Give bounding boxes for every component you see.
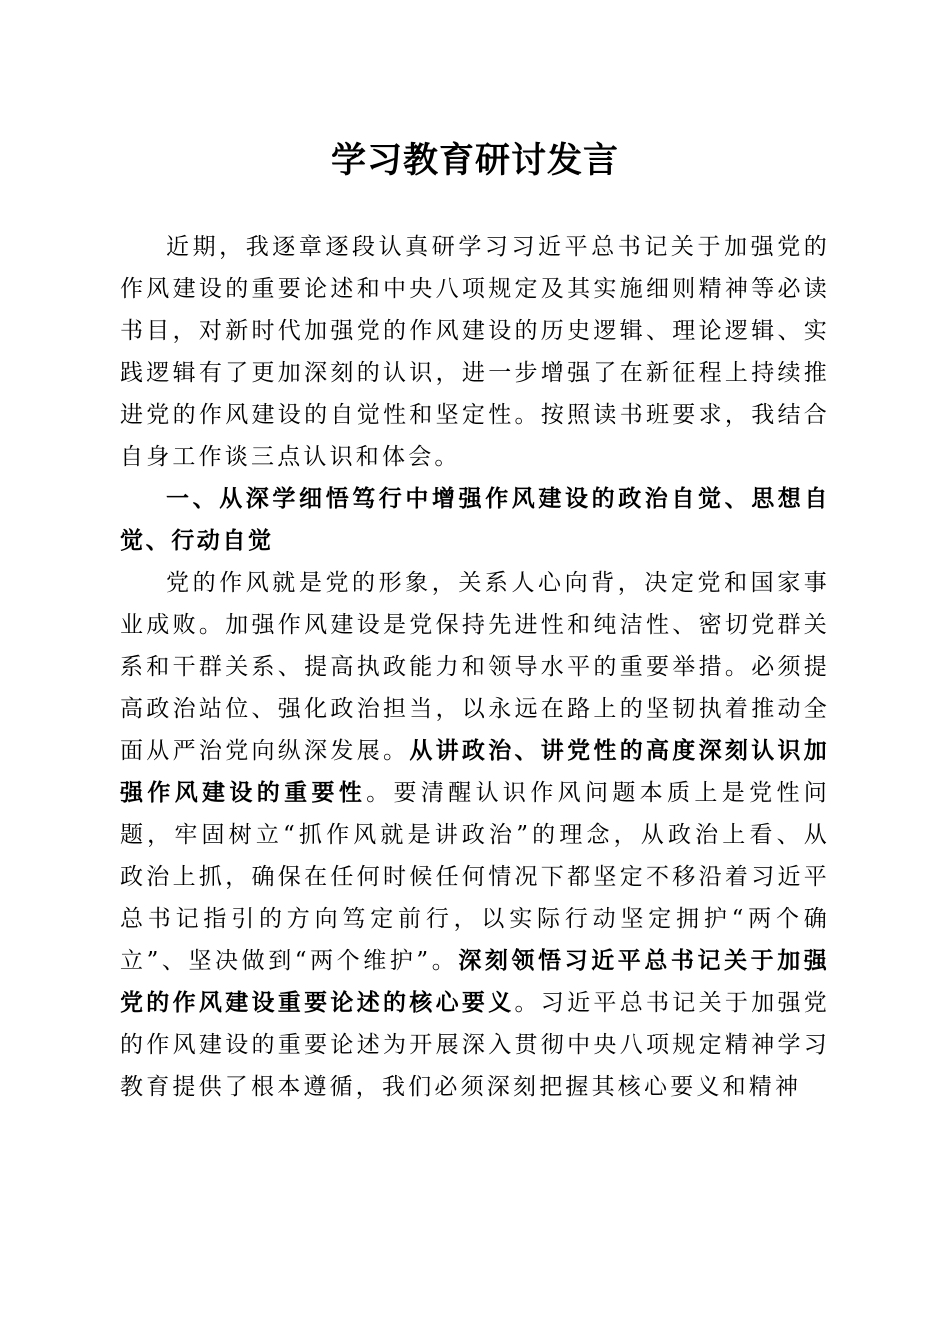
section-1-text-part-3: 。习近平总书记关于加强党的作风建设的重要论述为开展深入贯彻中央八项规定精神学习教育提供了根本遵循，我们必须深刻把握其核心要义和精神 xyxy=(120,990,830,1100)
section-1-paragraph xyxy=(120,562,830,1108)
section-1-text-part-2: 。要清醒认识作风问题本质上是党性问题，牢固树立“抓作风就是讲政治”的理念，从政治上看、从政治上抓，确保在任何时候任何情况下都坚定不移沿着习近平总书记指引的方向笃定前行，以实际行动坚定拥护“两个确立”、坚决做到“两个维护”。 xyxy=(120,780,830,974)
document-body xyxy=(120,226,830,1108)
document-title: 学习教育研讨发言 xyxy=(330,140,619,181)
section-1-bold-point-2: 深刻领悟习近平总书记关于加强党的作风建设重要论述的核心要义 xyxy=(120,947,830,1016)
section-1-bold-point-1: 从讲政治、讲党性的高度深刻认识加强作风建设的重要性 xyxy=(120,737,831,806)
intro-paragraph: 近期，我逐章逐段认真研学习习近平总书记关于加强党的作风建设的重要论述和中央八项规定及其实施细则精神等必读书目，对新时代加强党的作风建设的历史逻辑、理论逻辑、实践逻辑有了更加深刻的认识，进一步增强了在新征程上持续推进党的作风建设的自觉性和坚定性。按照读书班要求，我结合自身工作谈三点认识和体会。 xyxy=(120,234,830,470)
section-1-text-part-1: 党的作风就是党的形象，关系人心向背，决定党和国家事业成败。加强作风建设是党保持先进性和纯洁性、密切党群关系和干群关系、提高执政能力和领导水平的重要举措。必须提高政治站位、强化政治担当，以永远在路上的坚韧执着推动全面从严治党向纵深发展。 xyxy=(120,570,830,764)
section-1-heading: 一、从深学细悟笃行中增强作风建设的政治自觉、思想自觉、行动自觉 xyxy=(120,486,830,554)
